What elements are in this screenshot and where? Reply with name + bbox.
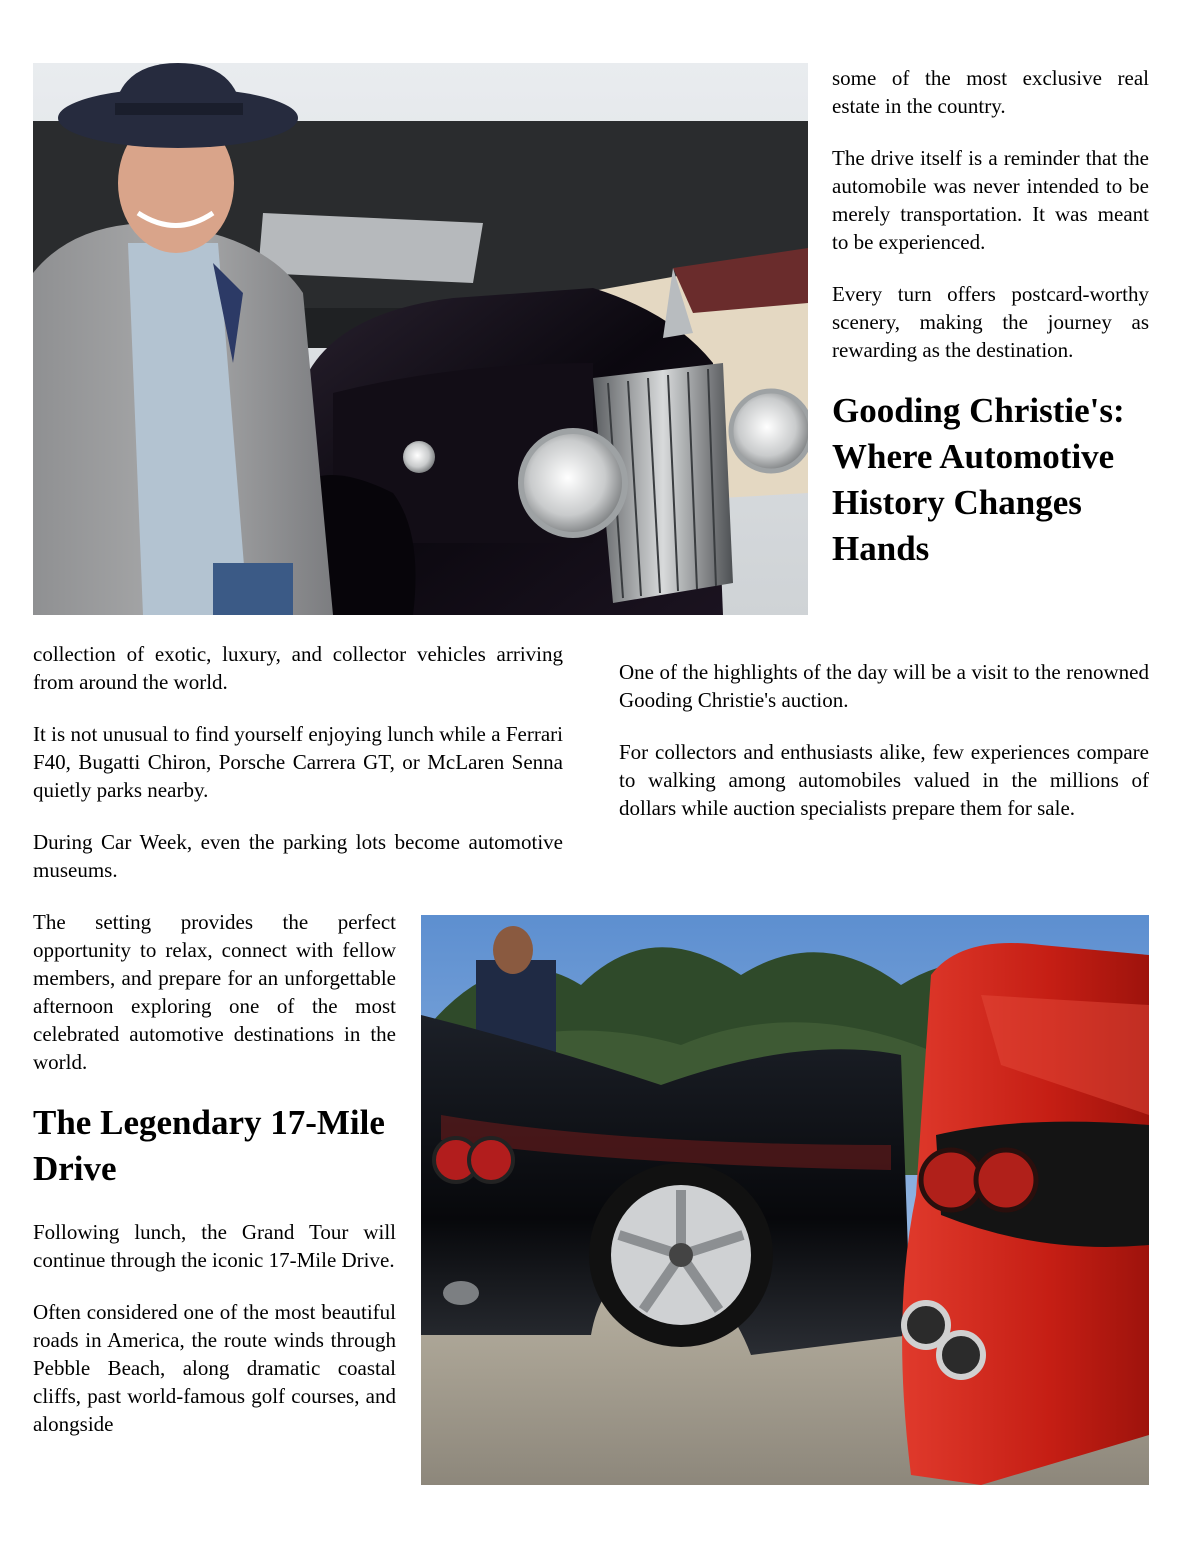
paragraph: Often considered one of the most beautiful roads in America, the route winds through Pebble Beach, along dramatic coastal cliffs, past world-famous golf courses, and alongside	[33, 1300, 396, 1436]
middle-right-column	[619, 658, 1149, 846]
paragraph: Every turn offers postcard-worthy scenery, making the journey as rewarding as the destination.	[832, 282, 1149, 362]
top-right-column	[832, 64, 1149, 572]
section-heading-gooding: Gooding Christie's: Where Automotive History Changes Hands	[832, 391, 1125, 568]
paragraph: During Car Week, even the parking lots become automotive museums.	[33, 830, 563, 882]
section-heading-17-mile-drive: The Legendary 17-Mile Drive	[33, 1103, 385, 1188]
paragraph: collection of exotic, luxury, and collector vehicles arriving from around the world.	[33, 642, 563, 694]
paragraph: The setting provides the perfect opportunity to relax, connect with fellow members, and prepare for an unforgettable afternoon exploring one of the most celebrated automotive destinations in the world.	[33, 910, 396, 1074]
paragraph: The drive itself is a reminder that the automobile was never intended to be merely transportation. It was meant to be experienced.	[832, 146, 1149, 254]
paragraph: Following lunch, the Grand Tour will continue through the iconic 17-Mile Drive.	[33, 1220, 396, 1272]
paragraph: For collectors and enthusiasts alike, few experiences compare to walking among automobiles valued in the millions of dollars while auction specialists prepare them for sale.	[619, 740, 1149, 820]
paragraph: One of the highlights of the day will be a visit to the renowned Gooding Christie's auction.	[619, 660, 1149, 712]
photo-ferraris	[421, 915, 1149, 1485]
photo-man-with-vintage-car	[33, 63, 808, 615]
bottom-left-column	[33, 908, 396, 1462]
middle-left-column	[33, 640, 563, 908]
paragraph: It is not unusual to find yourself enjoying lunch while a Ferrari F40, Bugatti Chiron, Porsche Carrera GT, or McLaren Senna quietly parks nearby.	[33, 722, 563, 802]
paragraph: some of the most exclusive real estate in the country.	[832, 66, 1149, 118]
